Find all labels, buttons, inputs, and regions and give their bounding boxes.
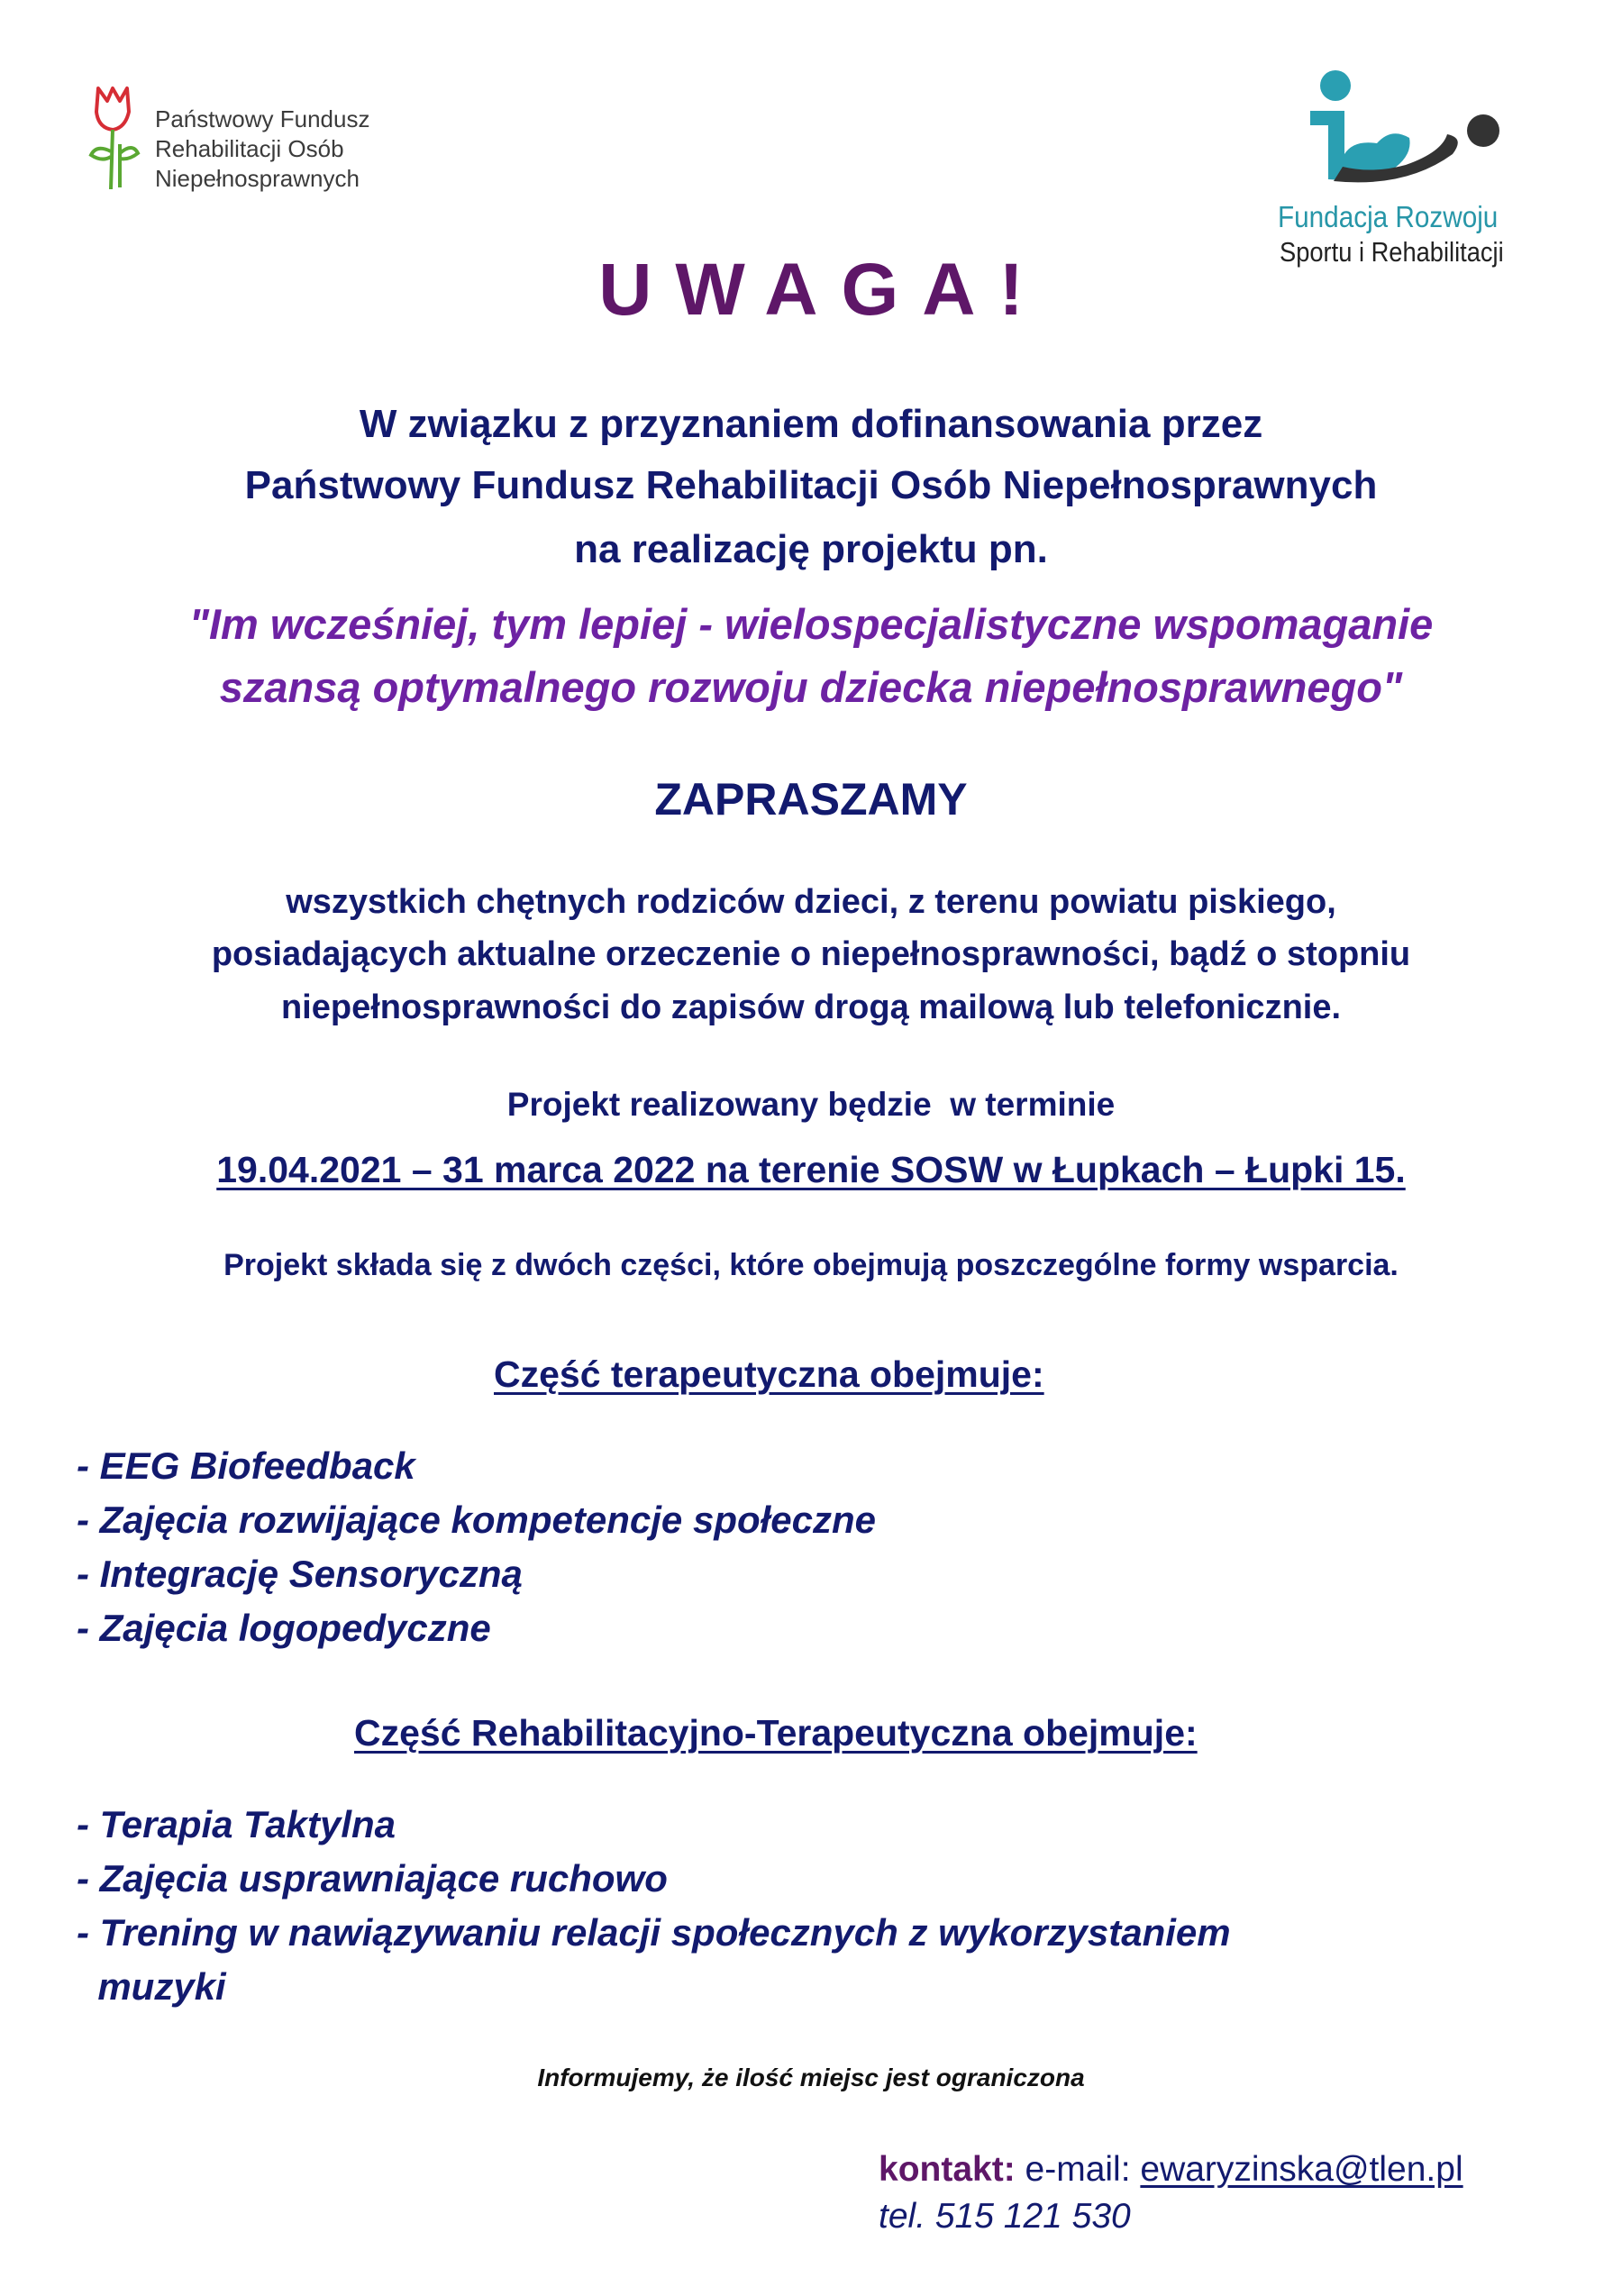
project-name-line: "Im wcześniej, tym lepiej - wielospecjalistyczne wspomaganie [188,600,1434,648]
parts-intro: Projekt składa się z dwóch części, które obejmują poszczególne formy wsparcia. [223,1248,1399,1282]
invite-text-line: wszystkich chętnych rodziców dzieci, z terenu powiatu piskiego, [286,883,1336,921]
list-item: - Zajęcia rozwijające kompetencje społeczne [77,1499,877,1541]
pfron-logo-text [155,105,369,194]
list-item: - Integrację Sensoryczną [77,1553,523,1595]
list-item: - Zajęcia usprawniające ruchowo [77,1857,668,1900]
contact-email-line [879,2146,1463,2193]
project-name-line: szansą optymalnego rozwoju dziecka niepełnosprawnego" [219,663,1403,711]
fundacja-name-line2: Sportu i Rehabilitacji [1280,236,1504,268]
list-item: - EEG Biofeedback [77,1444,415,1487]
term-label: Projekt realizowany będzie w terminie [506,1086,1116,1123]
term-dates-text: 19.04.2021 – 31 marca 2022 na terenie SOSW w Łupkach – Łupki 15. [216,1149,1406,1190]
pfron-text-line: Rehabilitacji Osób [155,135,344,162]
section-therapeutic-list [77,1439,876,1655]
invite-text-line: posiadających aktualne orzeczenie o niepełnosprawności, bądź o stopniu [211,935,1411,973]
intro-line: Państwowy Fundusz Rehabilitacji Osób Niepełnosprawnych [244,463,1378,507]
fundacja-name-line1: Fundacja Rozwoju [1278,200,1499,233]
pfron-text-line: Niepełnosprawnych [155,165,360,192]
list-item: - Zajęcia logopedyczne [77,1607,491,1649]
list-item: - Terapia Taktylna [77,1803,396,1845]
limited-places-note: Informujemy, że ilość miejsc jest ograniczona [537,2064,1085,2091]
term-dates [0,1149,1622,1191]
email-link[interactable]: ewaryzinska@tlen.pl [1140,2150,1463,2189]
email-label: e-mail: [1015,2150,1141,2189]
list-item: muzyki [77,1965,226,2008]
contact-label: kontakt: [879,2150,1016,2189]
contact-block [879,2146,1463,2240]
invite-heading: ZAPRASZAMY [654,774,968,825]
contact-phone: tel. 515 121 530 [879,2197,1131,2236]
section-rehab-heading: Część Rehabilitacyjno-Terapeutyczna obejmuje: [354,1712,1198,1754]
page-title: UWAGA! [598,249,1047,331]
fundacja-logo [1298,68,1523,194]
tulip-icon [86,81,158,198]
pfron-text-line: Państwowy Fundusz [155,105,370,132]
section-therapeutic-heading: Część terapeutyczna obejmuje: [494,1353,1044,1395]
invite-text-line: niepełnosprawności do zapisów drogą mailową lub telefonicznie. [280,989,1342,1026]
fundacja-emblem-icon [1298,68,1523,194]
list-item: - Trening w nawiązywaniu relacji społecznych z wykorzystaniem [77,1911,1231,1954]
intro-line: na realizację projektu pn. [574,527,1048,571]
section-rehab-list [77,1798,1231,2014]
intro-line: W związku z przyznaniem dofinansowania przez [359,402,1263,446]
